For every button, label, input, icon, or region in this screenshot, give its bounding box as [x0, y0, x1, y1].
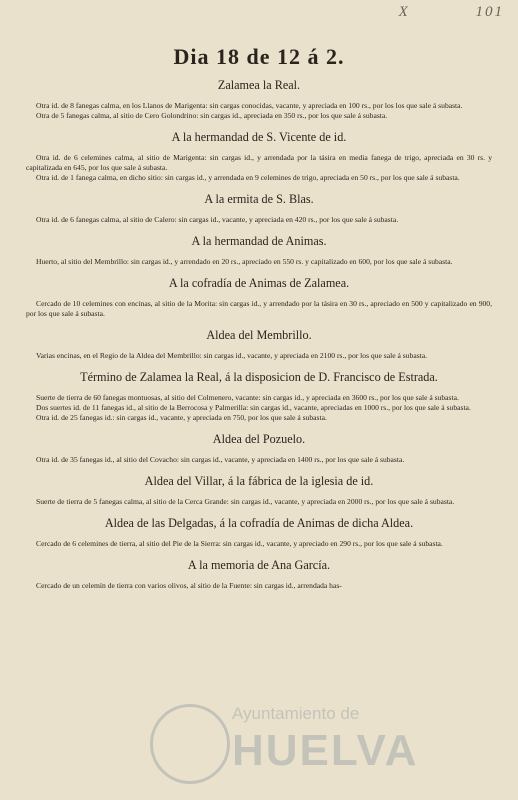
margin-mark-folio: 101	[475, 4, 504, 20]
page-title: Dia 18 de 12 á 2.	[173, 44, 345, 69]
section	[26, 328, 492, 361]
entry-paragraph: Varias encinas, en el Regio de la Aldea del Membrillo: sin cargas id., vacante, y apreciada en 2100 rs., por los que sale á subasta.	[36, 351, 428, 360]
entry-paragraph: Cercado de 6 celemines de tierra, al sitio del Pie de la Sierra: sin cargas id., vacante, y apreciado en 290 rs., por los que sale á subasta.	[36, 539, 443, 548]
section-heading: Aldea de las Delgadas, á la cofradía de Animas de dicha Aldea.	[104, 516, 414, 530]
entry-paragraph: Otra id. de 6 celemines calma, al sitio de Marigenta: sin cargas id., y arrendada por la tásira en media fanega de trigo, apreciada en 30 rs. y capitalizada en 645, por los que sale á subasta.	[26, 153, 492, 172]
crest-icon	[150, 704, 230, 784]
section	[26, 234, 492, 267]
section-heading: Aldea del Membrillo.	[206, 328, 312, 342]
section	[26, 516, 492, 549]
document-body	[26, 78, 492, 600]
section	[26, 370, 492, 423]
section	[26, 276, 492, 319]
watermark-top-text: Ayuntamiento de	[232, 704, 360, 723]
entry-paragraph: Cercado de 10 celemines con encinas, al sitio de la Morita: sin cargas id., y arrendado por la tásira en 30 rs., apreciado en 500 y capitalizado en 900, por los que sale á subasta.	[26, 299, 492, 318]
section	[26, 558, 492, 591]
entry-paragraph: Suerte de tierra de 60 fanegas montuosas, al sitio del Colmenero, vacante: sin cargas id., y apreciada en 3600 rs., por los que sale á subasta.	[36, 393, 459, 402]
section	[26, 432, 492, 465]
entry-paragraph: Otra de 5 fanegas calma, al sitio de Cero Golondrino: sin cargas id., apreciada en 350 rs., por los que sale á subasta.	[36, 111, 388, 120]
entry-paragraph: Huerto, al sitio del Membrillo: sin cargas id., y arrendado en 20 rs., apreciado en 550 rs. y capitalizado en 600, por los que sale á subasta.	[36, 257, 453, 266]
section-heading: A la memoria de Ana García.	[187, 558, 331, 572]
entry-paragraph: Cercado de un celemín de tierra con varios olivos, al sitio de la Fuente: sin cargas id., arrendada has-	[36, 581, 342, 590]
section	[26, 78, 492, 121]
entry-paragraph: Otra id. de 25 fanegas id.: sin cargas id., vacante, y apreciada en 750, por los que sale á subasta.	[36, 413, 327, 422]
section-heading: A la ermita de S. Blas.	[204, 192, 314, 206]
section-heading: Zalamea la Real.	[217, 78, 301, 92]
entry-paragraph: Otra id. de 8 fanegas calma, en los Llanos de Marigenta: sin cargas conocidas, vacante, y apreciada en 100 rs., por los los que sale á subasta.	[36, 101, 463, 110]
entry-paragraph: Suerte de tierra de 5 fanegas calma, al sitio de la Cerca Grande: sin cargas id., vacante, y apreciada en 2000 rs., por los que sale á subasta.	[36, 497, 455, 506]
section	[26, 192, 492, 225]
entry-paragraph: Otra id. de 35 fanegas id., al sitio del Covacho: sin cargas id., vacante, y apreciada en 1400 rs., por los que sale á subasta.	[36, 455, 405, 464]
section-heading: Aldea del Villar, á la fábrica de la iglesia de id.	[144, 474, 374, 488]
entry-paragraph: Otra id. de 6 fanegas calma, al sitio de Calero: sin cargas id., vacante, y apreciada en 420 rs., por los que sale á subasta.	[36, 215, 399, 224]
section-heading: A la hermandad de S. Vicente de id.	[171, 130, 347, 144]
section-heading: Término de Zalamea la Real, á la disposicion de D. Francisco de Estrada.	[80, 370, 438, 384]
watermark	[150, 700, 480, 785]
margin-mark-x: X	[398, 4, 410, 20]
margin-marks	[339, 4, 504, 21]
section-heading: A la cofradía de Animas de Zalamea.	[168, 276, 350, 290]
entry-paragraph: Dos suertes id. de 11 fanegas id., al sitio de la Berrocosa y Palmerilla: sin cargas id., vacante, apreciadas en 1000 rs., por los que sale á subasta.	[36, 403, 471, 412]
watermark-logo-text: HUELVA	[232, 726, 419, 775]
section	[26, 130, 492, 183]
entry-paragraph: Otra id. de 1 fanega calma, en dicho sitio: sin cargas id., y arrendada en 9 celemines de trigo, apreciada en 50 rs., por los que sale á subasta.	[36, 173, 460, 182]
section-heading: Aldea del Pozuelo.	[212, 432, 306, 446]
section	[26, 474, 492, 507]
section-heading: A la hermandad de Animas.	[191, 234, 327, 248]
